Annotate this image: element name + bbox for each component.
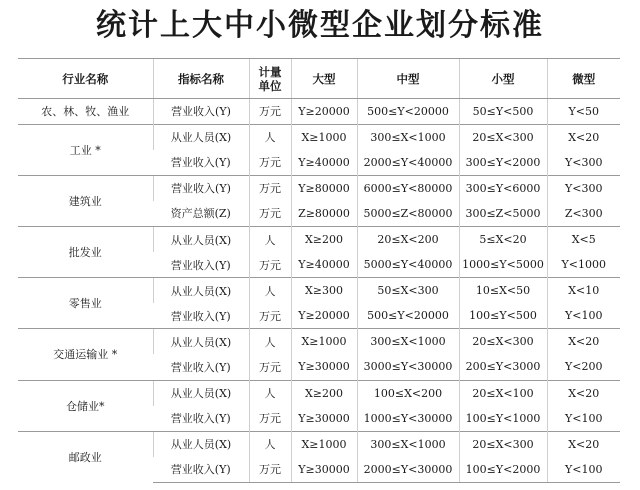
table-body [18,99,620,483]
large-cell: Z≥80000 [291,201,357,227]
large-cell: X≥1000 [291,329,357,355]
indicator-cell: 营业收入(Y) [170,412,231,426]
small-cell: 300≤Y<2000 [459,150,547,176]
large-cell: Y≥30000 [291,457,357,483]
small-cell: 5≤X<20 [459,226,547,252]
header-row [18,59,620,99]
unit-cell: 万元 [249,150,291,176]
header-medium: 中型 [357,59,459,99]
medium-cell: 2000≤Y<40000 [357,150,459,176]
unit-cell: 人 [249,278,291,304]
micro-cell: X<20 [547,380,620,406]
indicator-cell: 营业收入(Y) [170,156,231,170]
header-small: 小型 [459,59,547,99]
unit-cell: 万元 [249,354,291,380]
small-cell: 50≤Y<500 [459,99,547,125]
indicator-cell: 营业收入(Y) [170,309,231,323]
small-cell: 20≤X<100 [459,380,547,406]
small-cell: 20≤X<300 [459,124,547,150]
indicator-cell: 从业人员(X) [153,431,249,457]
industry-name: 仓储业* [18,380,153,431]
unit-cell: 万元 [249,175,291,201]
micro-cell: Y<100 [547,303,620,329]
large-cell: Y≥20000 [291,303,357,329]
small-cell: 1000≤Y<5000 [459,252,547,278]
industry-name: 批发业 [18,226,153,277]
unit-cell: 万元 [249,99,291,125]
industry-name: 零售业 [18,278,153,329]
micro-cell: Z<300 [547,201,620,227]
micro-cell: Y<300 [547,150,620,176]
unit-cell: 万元 [249,303,291,329]
large-cell: X≥200 [291,380,357,406]
indicator-cell: 从业人员(X) [153,380,249,406]
indicator-cell: 营业收入(Y) [170,258,231,272]
industry-name: 建筑业 [18,175,153,226]
micro-cell: X<20 [547,124,620,150]
indicator-cell: 营业收入(Y) [153,175,249,201]
micro-cell: X<20 [547,329,620,355]
page-title: 统计上大中小微型企业划分标准 [96,8,544,43]
medium-cell: 6000≤Y<80000 [357,175,459,201]
small-cell: 10≤X<50 [459,278,547,304]
unit-cell: 人 [249,124,291,150]
indicator-cell: 从业人员(X) [153,278,249,304]
unit-cell: 万元 [249,457,291,483]
table-row [18,124,620,150]
small-cell: 200≤Y<3000 [459,354,547,380]
header-unit [249,59,291,99]
large-cell: Y≥20000 [291,99,357,125]
large-cell: X≥300 [291,278,357,304]
medium-cell: 20≤X<200 [357,226,459,252]
table-row [18,175,620,201]
medium-cell: 300≤X<1000 [357,124,459,150]
indicator-cell: 营业收入(Y) [153,457,249,483]
medium-cell: 3000≤Y<30000 [357,354,459,380]
medium-cell: 5000≤Z<80000 [357,201,459,227]
large-cell: X≥1000 [291,431,357,457]
indicator-cell: 营业收入(Y) [153,99,249,125]
medium-cell: 100≤X<200 [357,380,459,406]
large-cell: Y≥40000 [291,252,357,278]
header-micro: 微型 [547,59,620,99]
small-cell: 300≤Y<6000 [459,175,547,201]
small-cell: 20≤X<300 [459,431,547,457]
unit-cell: 万元 [249,201,291,227]
table-row [18,380,620,406]
medium-cell: 1000≤Y<30000 [357,406,459,432]
micro-cell: Y<1000 [547,252,620,278]
medium-cell: 2000≤Y<30000 [357,457,459,483]
small-cell: 300≤Z<5000 [459,201,547,227]
industry-name: 邮政业 [18,431,153,482]
table-row [18,99,620,125]
micro-cell: X<5 [547,226,620,252]
header-unit-line1: 计量 [258,64,282,79]
micro-cell: Y<200 [547,354,620,380]
micro-cell: Y<50 [547,99,620,125]
classification-table [18,58,620,483]
micro-cell: Y<300 [547,175,620,201]
large-cell: X≥200 [291,226,357,252]
medium-cell: 5000≤Y<40000 [357,252,459,278]
industry-name: 工业 * [18,124,153,175]
micro-cell: X<10 [547,278,620,304]
medium-cell: 500≤Y<20000 [357,99,459,125]
table-row [18,431,620,457]
header-large: 大型 [291,59,357,99]
indicator-cell: 营业收入(Y) [170,360,231,374]
unit-cell: 人 [249,226,291,252]
small-cell: 100≤Y<2000 [459,457,547,483]
large-cell: X≥1000 [291,124,357,150]
table-row [18,278,620,304]
medium-cell: 300≤X<1000 [357,329,459,355]
large-cell: Y≥80000 [291,175,357,201]
small-cell: 100≤Y<1000 [459,406,547,432]
unit-cell: 人 [249,431,291,457]
indicator-cell: 从业人员(X) [153,329,249,355]
micro-cell: Y<100 [547,457,620,483]
table-row [18,329,620,355]
indicator-cell: 资产总额(Z) [170,207,231,221]
medium-cell: 50≤X<300 [357,278,459,304]
micro-cell: X<20 [547,431,620,457]
header-industry: 行业名称 [18,59,153,99]
header-indicator: 指标名称 [153,59,249,99]
large-cell: Y≥40000 [291,150,357,176]
small-cell: 20≤X<300 [459,329,547,355]
indicator-cell: 从业人员(X) [153,226,249,252]
industry-name: 交通运输业 * [18,329,153,380]
large-cell: Y≥30000 [291,354,357,380]
large-cell: Y≥30000 [291,406,357,432]
industry-name: 农、林、牧、渔业 [18,99,153,125]
unit-cell: 人 [249,380,291,406]
unit-cell: 万元 [249,252,291,278]
unit-cell: 万元 [249,406,291,432]
medium-cell: 300≤X<1000 [357,431,459,457]
unit-cell: 人 [249,329,291,355]
medium-cell: 500≤Y<20000 [357,303,459,329]
header-unit-line2: 单位 [258,78,282,93]
indicator-cell: 从业人员(X) [153,124,249,150]
small-cell: 100≤Y<500 [459,303,547,329]
micro-cell: Y<100 [547,406,620,432]
table-row [18,226,620,252]
